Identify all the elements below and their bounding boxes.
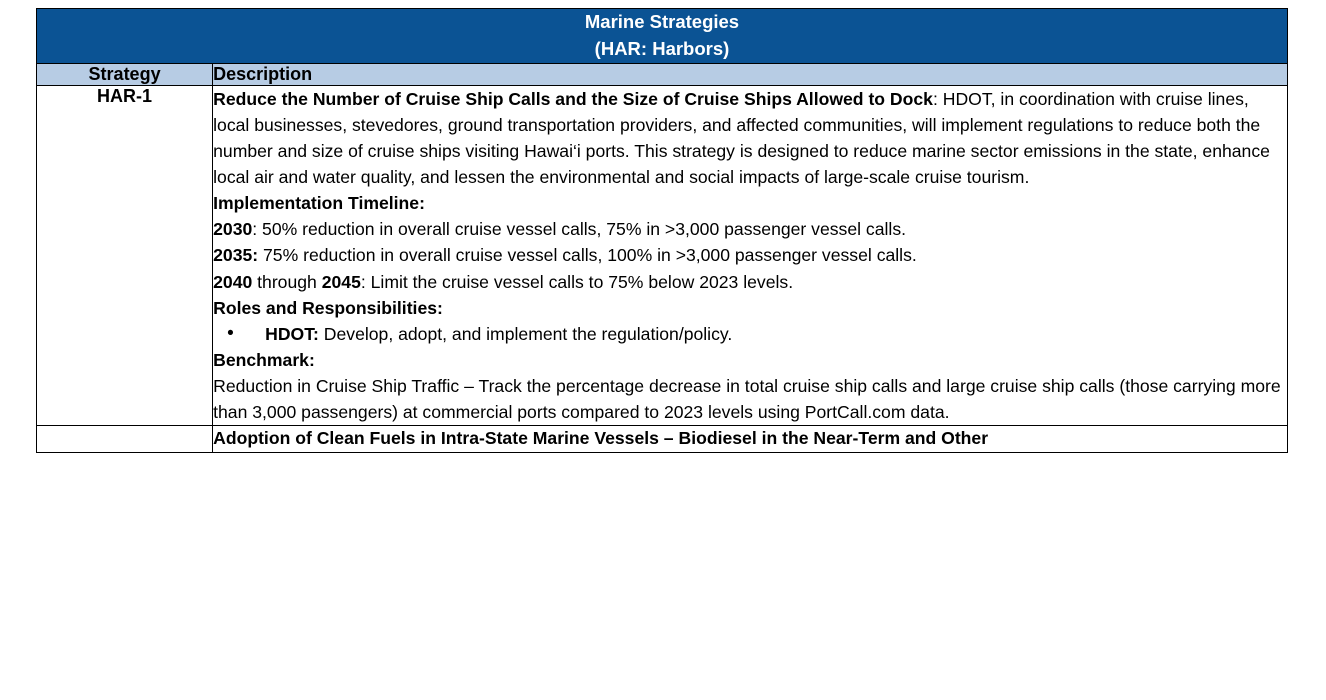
timeline-year: 2035: xyxy=(213,245,259,266)
timeline-year: 2040 xyxy=(213,271,253,292)
table-row xyxy=(37,426,1288,453)
timeline-text: 75% reduction in overall cruise vessel calls, 100% in >3,000 passenger vessel calls. xyxy=(258,245,917,266)
roles-heading: Roles and Responsibilities: xyxy=(213,297,443,318)
timeline-item xyxy=(213,269,1287,295)
benchmark-text: Reduction in Cruise Ship Traffic – Track the percentage decrease in total cruise ship calls and large cruise ship calls (those carrying more than 3,000 passengers) at commercial ports compared to 2023 levels using PortCall.com data. xyxy=(213,376,1281,423)
column-header-strategy: Strategy xyxy=(37,63,213,85)
strategy-main-paragraph xyxy=(213,86,1287,191)
strategy-id-cell: HAR-1 xyxy=(37,85,213,426)
strategy-main-title: Reduce the Number of Cruise Ship Calls and the Size of Cruise Ships Allowed to Dock xyxy=(213,88,933,109)
role-text: Develop, adopt, and implement the regulation/policy. xyxy=(318,323,733,344)
timeline-text: : 50% reduction in overall cruise vessel calls, 75% in >3,000 passenger vessel calls. xyxy=(252,219,907,240)
table-title-row xyxy=(37,9,1288,64)
table-header-row xyxy=(37,63,1288,85)
table-title-cell xyxy=(37,9,1288,64)
role-actor: HDOT: xyxy=(265,323,319,344)
bullet-icon: • xyxy=(227,322,234,344)
strategy-description-cell xyxy=(213,85,1288,426)
page-right-margin xyxy=(1316,0,1326,700)
strategy-main-text: : HDOT, in coordination with cruise lines, local businesses, stevedores, ground transportation providers, and affected communities, will implement regulations to reduce both the number and size of cruise ships visiting Hawai‘i ports. This strategy is designed to reduce marine sector emissions in the state, enhance local air and water quality, and lessen the environmental and social impacts of large-scale cruise tourism. xyxy=(213,88,1270,187)
table-row xyxy=(37,85,1288,426)
marine-strategies-table xyxy=(36,8,1288,453)
marine-strategies-table-wrapper xyxy=(36,8,1288,453)
timeline-year: 2030 xyxy=(213,219,253,240)
column-header-description: Description xyxy=(213,63,1288,85)
timeline-item xyxy=(213,242,1287,268)
implementation-timeline-heading: Implementation Timeline: xyxy=(213,193,425,214)
strategy-description-cell-partial: Adoption of Clean Fuels in Intra-State Marine Vessels – Biodiesel in the Near-Term and Other xyxy=(213,426,1288,453)
timeline-year-connector: through xyxy=(252,271,322,292)
benchmark-heading: Benchmark: xyxy=(213,349,315,370)
timeline-year-end: 2045 xyxy=(321,271,361,292)
timeline-text: : Limit the cruise vessel calls to 75% below 2023 levels. xyxy=(360,271,794,292)
strategy-id-cell xyxy=(37,426,213,453)
table-title-line2: (HAR: Harbors) xyxy=(594,37,730,59)
timeline-item xyxy=(213,216,1287,242)
table-title-line1: Marine Strategies xyxy=(584,11,740,32)
role-item xyxy=(213,321,1287,347)
